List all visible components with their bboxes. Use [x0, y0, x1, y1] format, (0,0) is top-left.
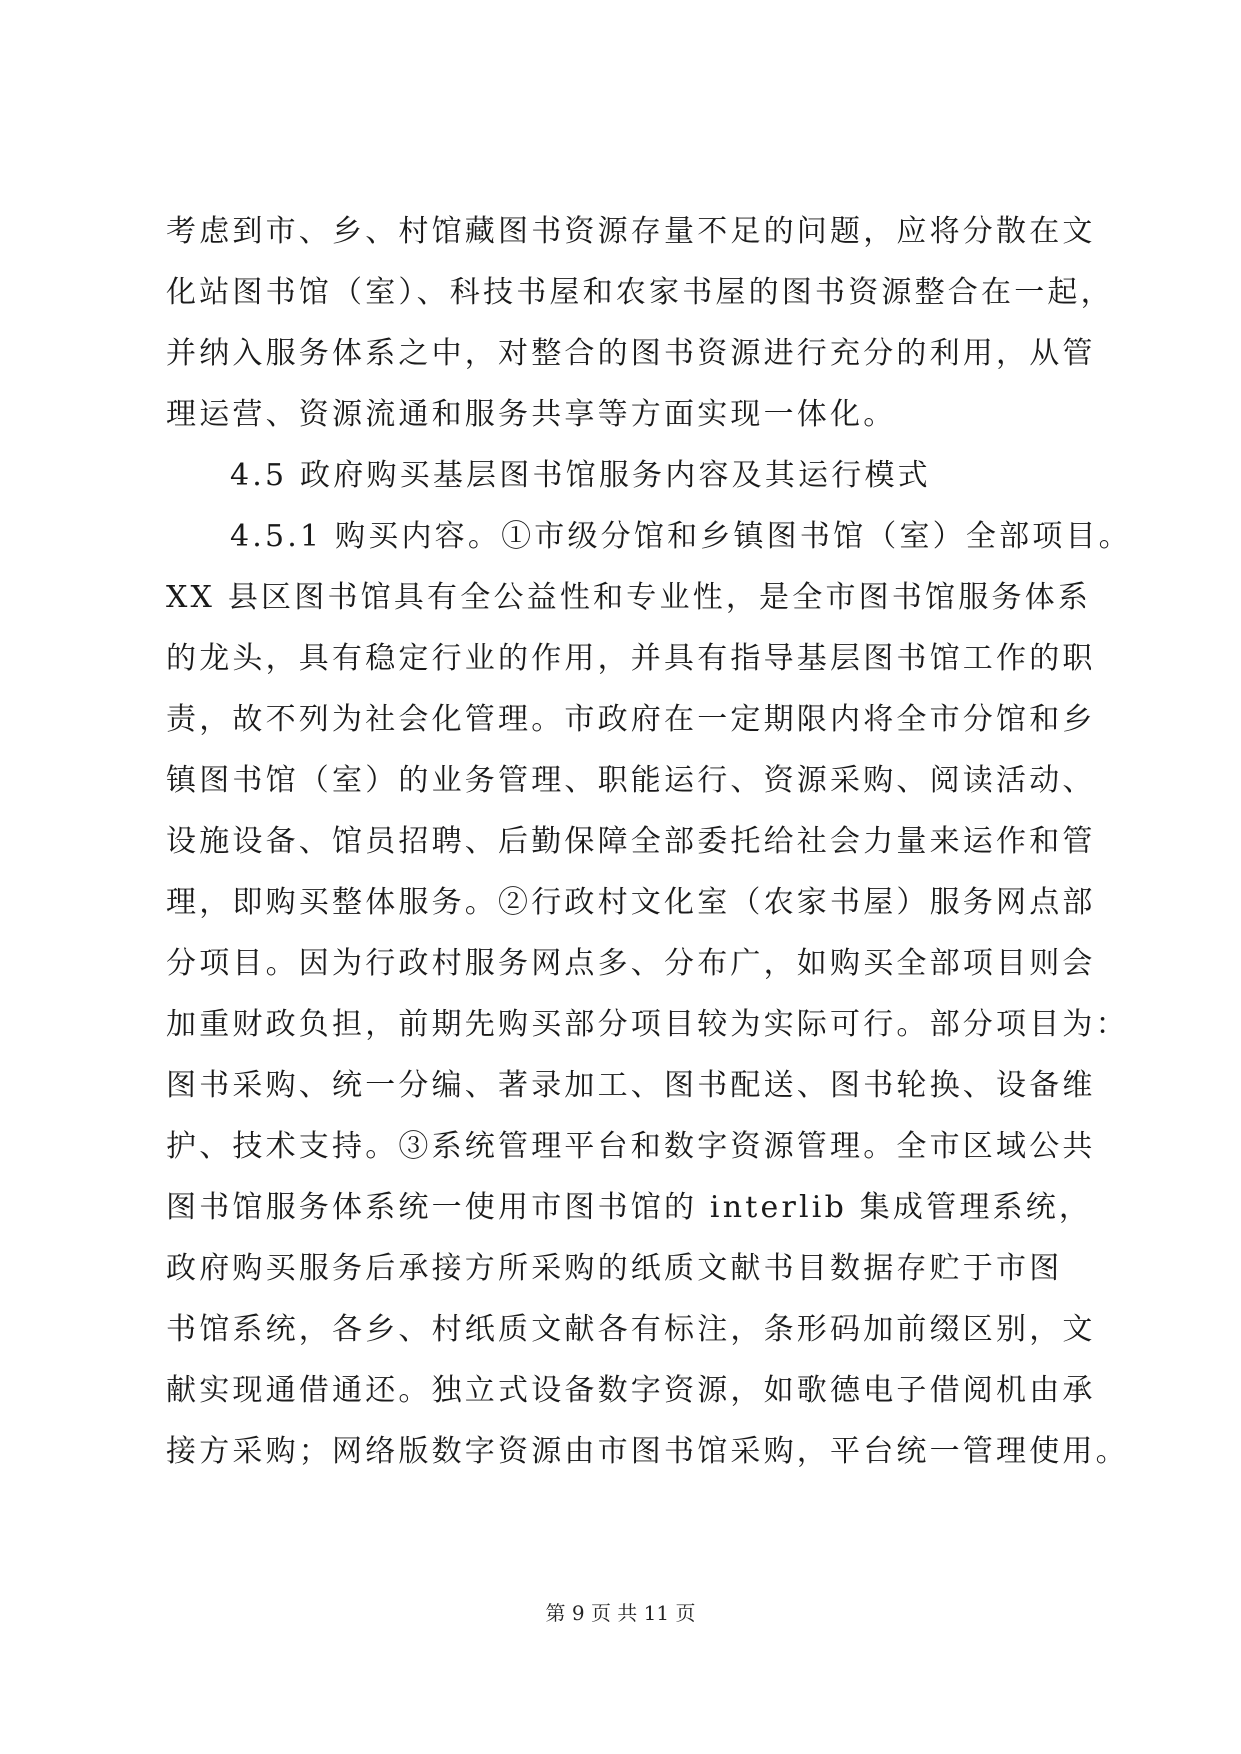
paragraph-line: 分项目。因为行政村服务网点多、分布广，如购买全部项目则会 [166, 946, 1096, 981]
paragraph-line: 化站图书馆（室）、科技书屋和农家书屋的图书资源整合在一起， [166, 275, 1114, 310]
paragraph-line: 献实现通借通还。独立式设备数字资源，如歌德电子借阅机由承 [166, 1373, 1096, 1408]
paragraph-line: 理运营、资源流通和服务共享等方面实现一体化。 [166, 397, 897, 432]
paragraph-line: 护、技术支持。③系统管理平台和数字资源管理。全市区域公共 [166, 1129, 1096, 1164]
paragraph-line: 设施设备、馆员招聘、后勤保障全部委托给社会力量来运作和管 [166, 824, 1096, 859]
paragraph-line: 4.5.1 购买内容。①市级分馆和乡镇图书馆（室）全部项目。 [230, 519, 1132, 554]
paragraph-line: XX 县区图书馆具有全公益性和专业性，是全市图书馆服务体系 [166, 580, 1092, 615]
paragraph-line: 考虑到市、乡、村馆藏图书资源存量不足的问题，应将分散在文 [166, 214, 1096, 249]
page-number-footer: 第 9 页 共 11 页 [545, 1601, 696, 1625]
paragraph-line: 加重财政负担，前期先购买部分项目较为实际可行。部分项目为： [166, 1007, 1129, 1042]
paragraph-line: 的龙头，具有稳定行业的作用，并具有指导基层图书馆工作的职 [166, 641, 1096, 676]
paragraph-line: 图书馆服务体系统一使用市图书馆的 interlib 集成管理系统， [166, 1190, 1093, 1225]
paragraph-line: 理，即购买整体服务。②行政村文化室（农家书屋）服务网点部 [166, 885, 1096, 920]
paragraph-line: 并纳入服务体系之中，对整合的图书资源进行充分的利用，从管 [166, 336, 1096, 371]
paragraph-line: 接方采购；网络版数字资源由市图书馆采购，平台统一管理使用。 [166, 1434, 1129, 1469]
paragraph-line: 责，故不列为社会化管理。市政府在一定期限内将全市分馆和乡 [166, 702, 1096, 737]
paragraph-line: 镇图书馆（室）的业务管理、职能运行、资源采购、阅读活动、 [166, 763, 1096, 798]
section-heading: 4.5 政府购买基层图书馆服务内容及其运行模式 [230, 458, 931, 493]
paragraph-line: 书馆系统，各乡、村纸质文献各有标注，条形码加前缀区别，文 [166, 1312, 1096, 1347]
paragraph-line: 图书采购、统一分编、著录加工、图书配送、图书轮换、设备维 [166, 1068, 1096, 1103]
paragraph-line: 政府购买服务后承接方所采购的纸质文献书目数据存贮于市图 [166, 1251, 1063, 1286]
